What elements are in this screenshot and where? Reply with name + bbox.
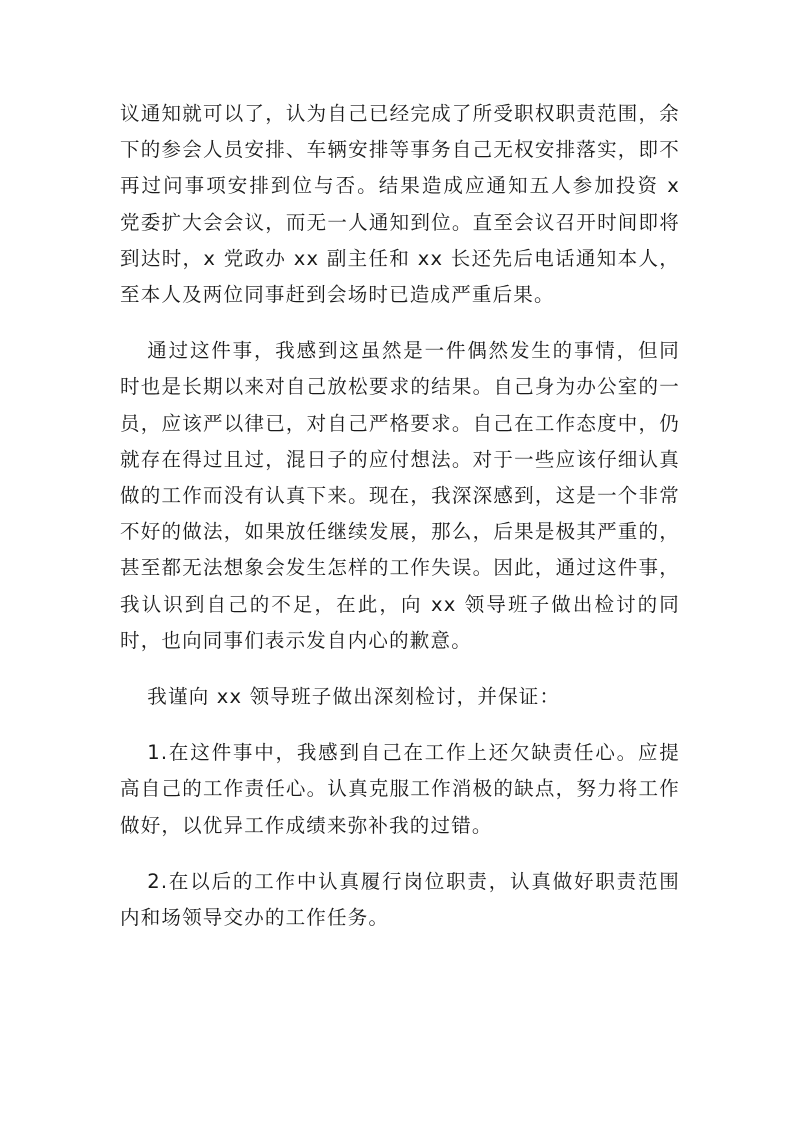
paragraph-pledge-intro: 我谨向 xx 领导班子做出深刻检讨，并保证： bbox=[147, 685, 561, 709]
paragraph-reflection: 通过这件事，我感到这虽然是一件偶然发生的事情，但同时也是长期以来对自己放松要求的结果。自己身为办公室的一员，应该严以律已，对自己严格要求。自己在工作态度中，仍就存在得过且过，混日子的应付想法。对于一些应该仔细认真做的工作而没有认真下来。现在，我深深感到，这是一个非常不好的做法，如果放任继续发展，那么，后果是极其严重的，甚至都无法想象会发生怎样的工作失误。因此，通过这件事，我认识到自己的不足，在此，向 xx 领导班子做出检讨的同时，也向同事们表示发自内心的歉意。 bbox=[120, 339, 680, 652]
document-page bbox=[120, 96, 680, 936]
paragraph-incident-account: 议通知就可以了，认为自己已经完成了所受职权职责范围，余下的参会人员安排、车辆安排等事务自己无权安排落实，即不再过问事项安排到位与否。结果造成应通知五人参加投资 x 党委扩大会会议，而无一人通知到位。直至会议召开时间即将到达时，x 党政办 xx 副主任和 xx 长还先后电话通知本人，至本人及两位同事赶到会场时已造成严重后果。 bbox=[120, 102, 680, 307]
pledge-item-1: 1.在这件事中，我感到自己在工作上还欠缺责任心。应提高自己的工作责任心。认真克服工作消极的缺点，努力将工作做好，以优异工作成绩来弥补我的过错。 bbox=[120, 741, 680, 837]
pledge-item-2: 2.在以后的工作中认真履行岗位职责，认真做好职责范围内和场领导交办的工作任务。 bbox=[120, 869, 680, 930]
